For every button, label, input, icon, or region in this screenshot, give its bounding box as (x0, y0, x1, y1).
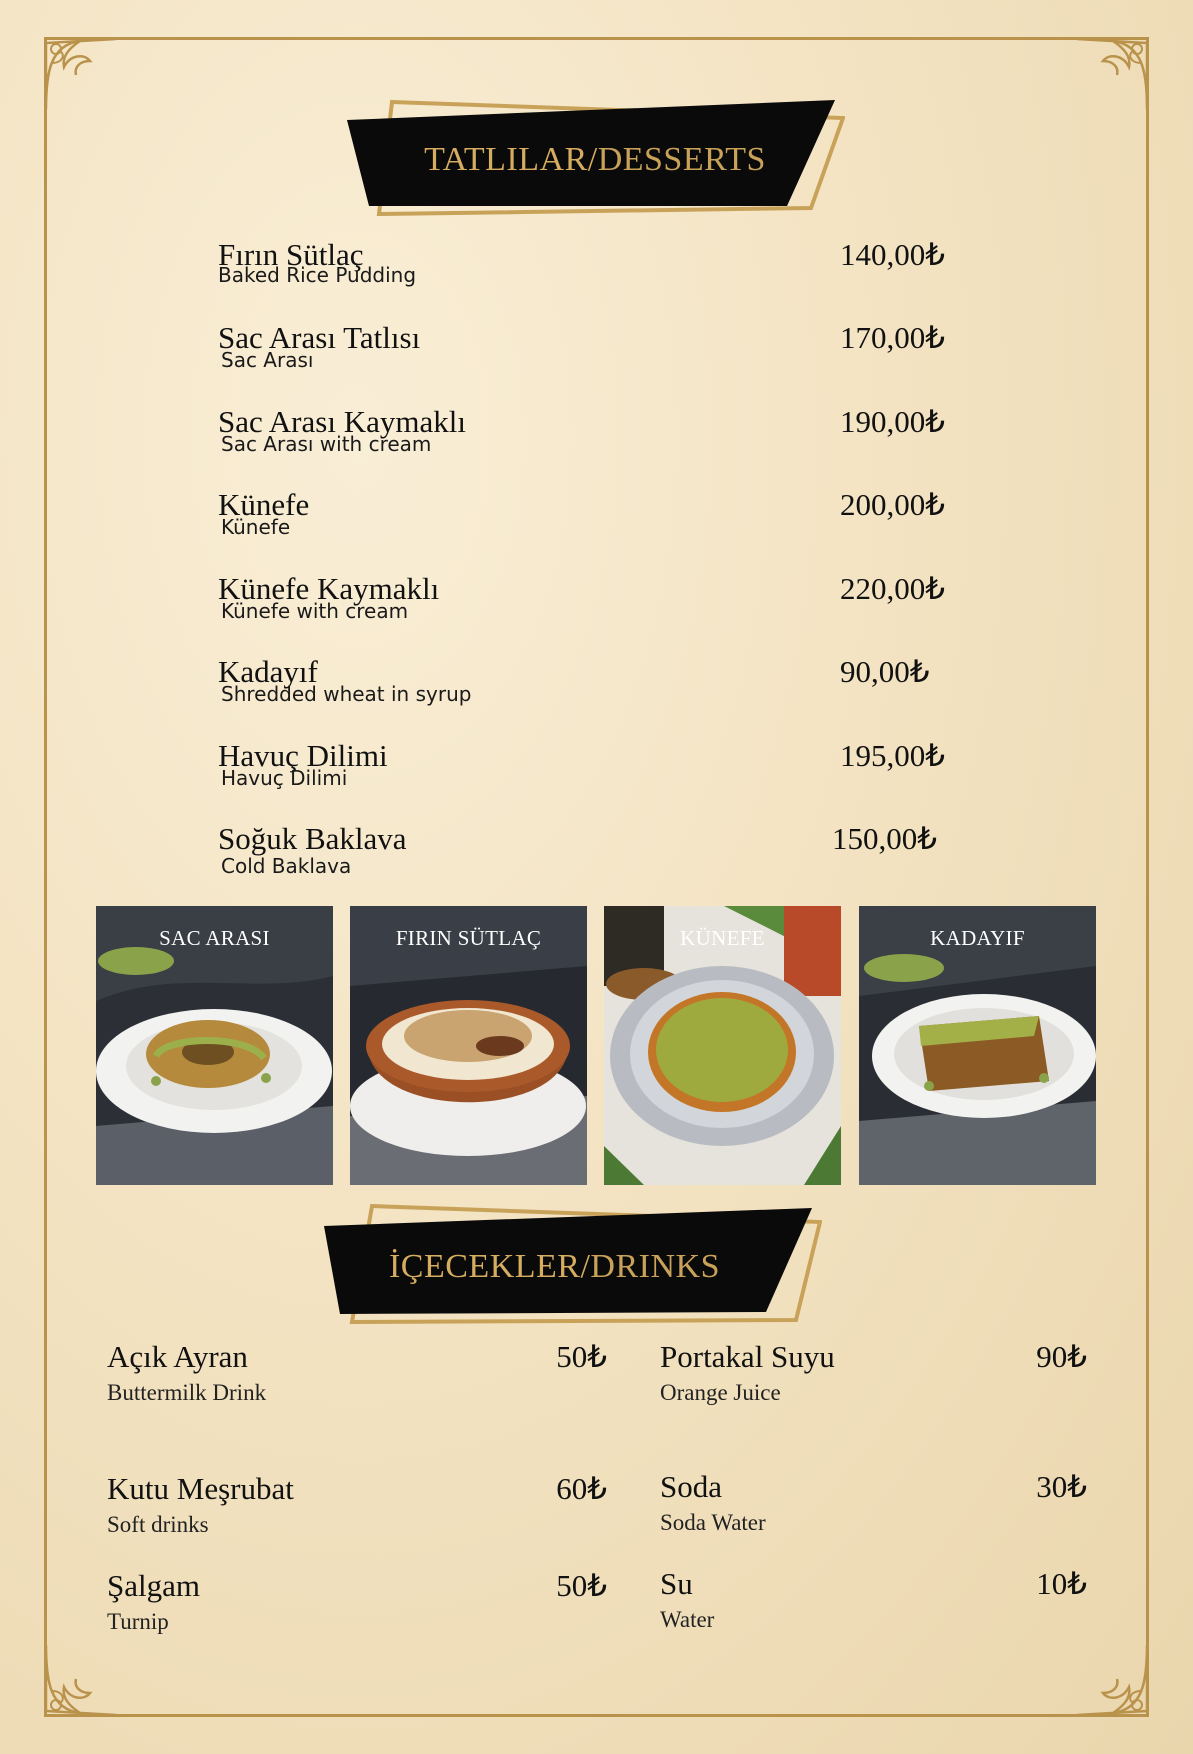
menu-item (660, 1567, 1087, 1657)
desserts-section-banner (345, 96, 845, 216)
firin-sutlac-bowl-photo (350, 906, 587, 1185)
drinks-section-title: İÇECEKLER/DRINKS (388, 1248, 720, 1285)
item-description: Baked Rice Pudding (218, 263, 417, 287)
item-name: Havuç Dilimi (218, 738, 388, 773)
menu-item (218, 572, 958, 652)
menu-item (107, 1569, 607, 1659)
desserts-section-title: TATLILAR/DESSERTS (424, 141, 766, 178)
item-description: Orange Juice (660, 1380, 781, 1405)
item-name: Açık Ayran (107, 1339, 248, 1374)
item-name: Künefe Kaymaklı (218, 571, 440, 606)
item-price: 60₺ (556, 1471, 607, 1506)
item-name: Kutu Meşrubat (107, 1471, 294, 1506)
sac-arasi-plate-photo (96, 906, 333, 1185)
photo-label: FIRIN SÜTLAÇ (395, 926, 542, 950)
item-price: 195,00₺ (840, 738, 945, 773)
photo-label: KÜNEFE (680, 926, 765, 950)
menu-item (218, 655, 958, 735)
item-price: 10₺ (1036, 1566, 1087, 1601)
menu-item (218, 822, 958, 902)
item-price: 50₺ (556, 1568, 607, 1603)
menu-item (218, 405, 958, 485)
item-name: Soğuk Baklava (218, 821, 407, 856)
item-name: Su (660, 1566, 693, 1601)
item-name: Künefe (218, 487, 310, 522)
menu-item (218, 488, 958, 568)
item-name: Soda (660, 1469, 722, 1504)
corner-ornament-icon (40, 33, 120, 113)
menu-item (660, 1340, 1087, 1430)
kadayif-plate-photo (859, 906, 1096, 1185)
item-price: 150,00₺ (832, 821, 937, 856)
menu-item (660, 1470, 1087, 1560)
item-description: Havuç Dilimi (221, 766, 348, 790)
item-name: Fırın Sütlaç (218, 237, 364, 272)
photo-label: SAC ARASI (159, 926, 270, 950)
item-price: 50₺ (556, 1339, 607, 1374)
item-description: Sac Arası (221, 348, 314, 372)
item-price: 30₺ (1036, 1469, 1087, 1504)
item-price: 200,00₺ (840, 487, 945, 522)
item-description: Cold Baklava (221, 854, 352, 878)
item-price: 170,00₺ (840, 320, 945, 355)
item-price: 140,00₺ (840, 237, 945, 272)
item-description: Künefe (221, 515, 291, 539)
menu-item (218, 321, 958, 401)
item-description: Sac Arası with cream (221, 432, 432, 456)
drinks-section-banner (322, 1202, 822, 1324)
kunefe-tray-photo (604, 906, 841, 1185)
item-description: Shredded wheat in syrup (221, 682, 472, 706)
item-description: Water (660, 1607, 715, 1632)
item-name: Sac Arası Tatlısı (218, 320, 421, 355)
item-price: 90₺ (1036, 1339, 1087, 1374)
menu-item (107, 1472, 607, 1562)
item-price: 190,00₺ (840, 404, 945, 439)
item-price: 220,00₺ (840, 571, 945, 606)
item-description: Künefe with cream (221, 599, 409, 623)
menu-item (107, 1340, 607, 1430)
item-name: Portakal Suyu (660, 1339, 835, 1374)
item-description: Turnip (107, 1609, 169, 1634)
item-description: Soft drinks (107, 1512, 209, 1537)
item-description: Soda Water (660, 1510, 766, 1535)
photo-label: KADAYIF (930, 926, 1025, 950)
menu-item (218, 739, 958, 819)
corner-ornament-icon (1073, 33, 1153, 113)
item-price: 90,00₺ (840, 654, 930, 689)
item-name: Sac Arası Kaymaklı (218, 404, 466, 439)
menu-item (218, 238, 958, 318)
item-description: Buttermilk Drink (107, 1380, 267, 1405)
item-name: Kadayıf (218, 654, 318, 689)
item-name: Şalgam (107, 1568, 200, 1603)
